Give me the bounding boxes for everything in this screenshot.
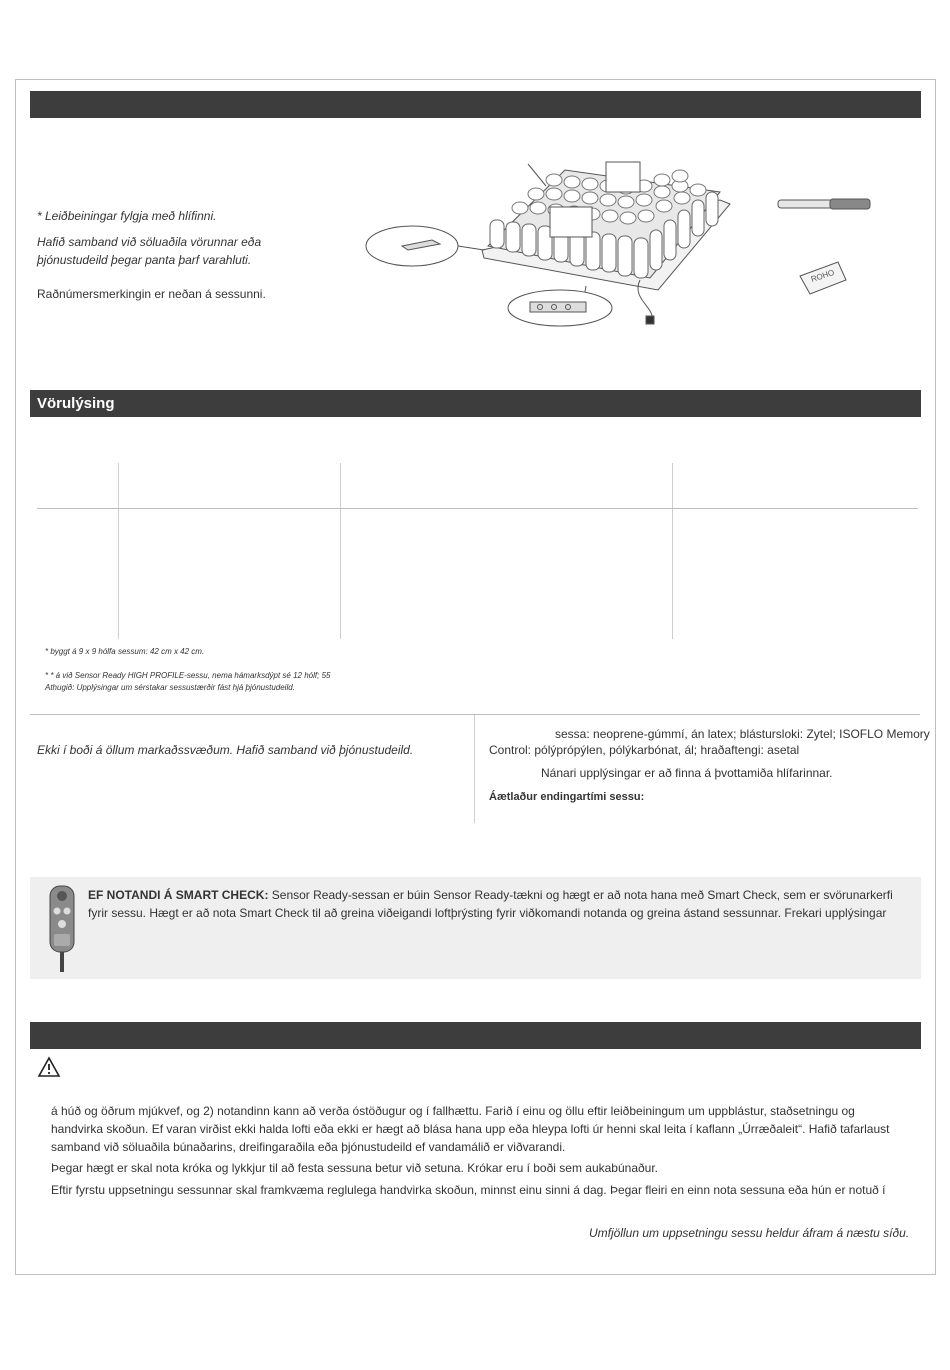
materials-line2: Control: pólýprópýlen, pólýkarbónat, ál; hraðaftengi: asetal [489, 743, 800, 757]
cushion-illustration [360, 150, 890, 340]
setup-line3: samband við söluaðila búnaðarins, dreifingaraðila eða þjónustudeild ef vandamálið er viðvarandi. [51, 1140, 566, 1154]
setup-line5: Eftir fyrstu uppsetningu sessunnar skal framkvæma reglulega handvirka skoðun, minnst einu sinni á dag. Þegar fleiri en einn nota sessuna eða hún er notuð í [51, 1183, 886, 1197]
smart-check-heading: EF NOTANDI Á SMART CHECK: [88, 888, 269, 902]
warning-icon [37, 1056, 61, 1078]
note-instructions: * Leiðbeiningar fylgja með hlífinni. [37, 209, 217, 223]
smart-check-line2: fyrir sessu. Hægt er að nota Smart Check til að greina viðeigandi loftþrýsting fyrir viðkomandi notanda og greina ástand sessunnar. Frekari upplýsingar [88, 906, 887, 920]
table-header-divider [37, 508, 918, 509]
smart-check-line1 [88, 886, 893, 904]
section-divider [30, 714, 920, 715]
footnote-high-profile: * * á við Sensor Ready HIGH PROFILE-sessu, nema hámarksdýpt sé 12 hólf; 55 [45, 671, 331, 680]
note-contact-line1: Hafið samband við söluaðila vörunnar eða [37, 235, 262, 249]
table-column-divider [118, 463, 119, 639]
table-column-divider [340, 463, 341, 639]
setup-line2: handvirka skoðun. Ef varan virðist ekki halda lofti eða ekki er hægt að blása hana upp eða hleypa lofti úr henni skal leita í kaflann „Úrræðaleit“. Hafið tafarlaust [51, 1122, 890, 1136]
section-header-setup [30, 1022, 921, 1049]
continued-note: Umfjöllun um uppsetningu sessu heldur áfram á næstu síðu. [589, 1226, 910, 1240]
note-serial: Raðnúmersmerkingin er neðan á sessunni. [37, 287, 266, 301]
availability-note: Ekki í boði á öllum markaðssvæðum. Hafið samband við þjónustudeild. [37, 743, 414, 757]
section-header-product: Vörulýsing [30, 390, 921, 417]
smart-check-device-icon [46, 884, 78, 974]
footnote-special-sizes: Athugið: Upplýsingar um sérstakar sessustærðir fást hjá þjónustudeild. [45, 683, 295, 692]
table-column-divider [672, 463, 673, 639]
setup-line4: Þegar hægt er skal nota króka og lykkjur til að festa sessuna betur við setuna. Krókar eru í boði sem aukabúnaður. [51, 1161, 659, 1175]
lifetime-label: Áætlaður endingartími sessu: [489, 791, 645, 803]
materials-line1: sessa: neoprene-gúmmí, án latex; blástursloki: Zytel; ISOFLO Memory [555, 727, 930, 741]
section-header-components [30, 91, 921, 118]
setup-line1: á húð og öðrum mjúkvef, og 2) notandinn kann að verða óstöðugur og í fallhættu. Farið í einu og öllu eftir leiðbeiningum um uppblástur, staðsetningu og [51, 1104, 855, 1118]
svg-text:ROHO: ROHO [809, 267, 836, 284]
note-contact-line2: þjónustudeild þegar panta þarf varahluti. [37, 253, 252, 267]
smart-check-text1: Sensor Ready-sessan er búin Sensor Ready-tækni og hægt er að nota hana með Smart Check, sem er svörunarkerfi [268, 888, 893, 902]
column-divider [474, 715, 475, 823]
materials-cover-info: Nánari upplýsingar er að finna á þvottamiða hlífarinnar. [541, 766, 833, 780]
footnote-size: * byggt á 9 x 9 hólfa sessum: 42 cm x 42 cm. [45, 647, 205, 656]
